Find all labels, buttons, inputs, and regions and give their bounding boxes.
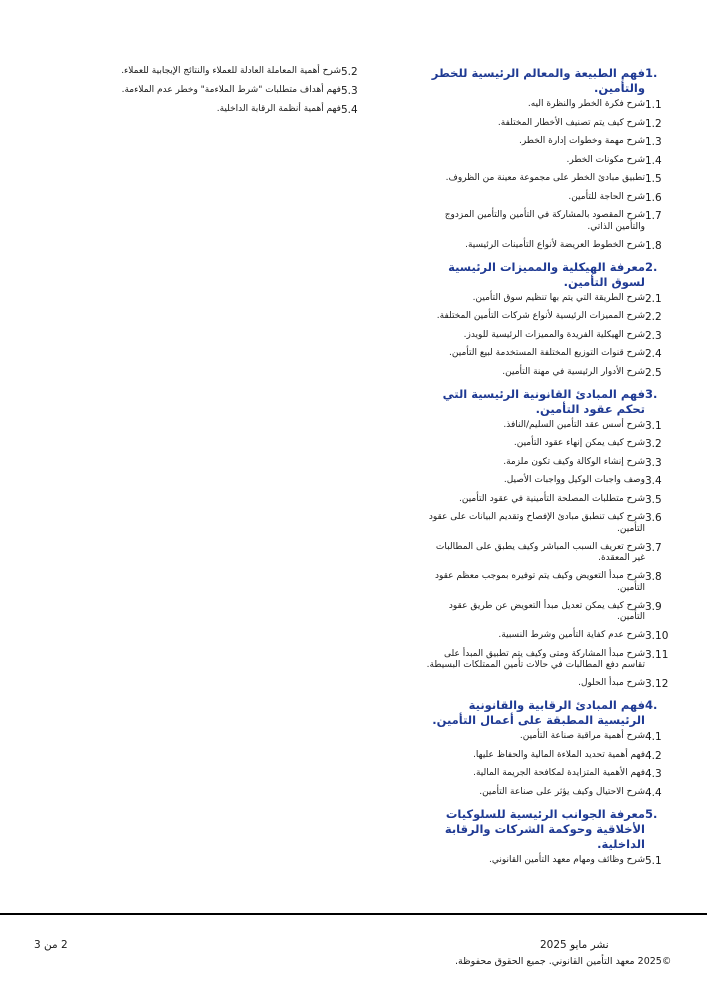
footer-divider [0, 913, 707, 915]
item-text: تطبيق مبادئ الخطر على مجموعة معينة من الظروف. [445, 173, 645, 183]
item-text: شرح الخطوط العريضة لأنواع التأمينات الرئيسية. [465, 239, 645, 250]
item-text: شرح أسس عقد التأمين السليم/النافذ. [503, 419, 645, 430]
item-number: 1.4 [645, 154, 662, 167]
item-text: شرح المقصود بالمشاركة في التأمين والتأمين المزدوج والتأمين الذاتي. [444, 210, 645, 232]
list-item [425, 475, 670, 487]
list-item [425, 155, 670, 167]
list-item [425, 367, 670, 379]
item-number: 3.12 [645, 678, 669, 690]
list-item [425, 420, 670, 432]
list-item [425, 311, 670, 323]
item-number: 1.2 [645, 117, 662, 130]
item-number: 5.1 [645, 854, 662, 867]
section-number: 4. [645, 698, 658, 712]
syllabus-column-left [100, 66, 372, 123]
list-item [425, 438, 670, 450]
section-heading [425, 387, 670, 417]
list-item [425, 293, 670, 305]
section-title: معرفة الجوانب الرئيسية للسلوكيات الأخلاقية وحوكمة الشركات والرقابة الداخلية. [444, 806, 645, 851]
list-item [425, 571, 670, 594]
section-2 [425, 260, 670, 379]
item-text: فهم الأهمية المتزايدة لمكافحة الجريمة المالية. [473, 768, 645, 778]
item-number: 4.1 [645, 731, 662, 743]
item-number: 3.9 [645, 600, 662, 613]
list-item [425, 731, 670, 743]
item-text: شرح وظائف ومهام معهد التأمين القانوني. [488, 854, 645, 865]
section-3 [425, 387, 670, 691]
item-number: 3.8 [645, 571, 662, 583]
list-item [425, 750, 670, 762]
item-text: شرح فكرة الخطر والنظرة اليه. [527, 99, 645, 109]
list-item [425, 348, 670, 360]
item-number: 5.2 [341, 66, 358, 78]
list-item [425, 173, 670, 185]
item-text: شرح عدم كفاية التأمين وشرط النسبية. [498, 630, 645, 640]
section-number: 1. [645, 66, 658, 80]
item-number: 2.2 [645, 311, 662, 323]
list-item [425, 855, 670, 867]
section-number: 3. [645, 386, 658, 401]
list-item [425, 768, 670, 780]
item-text: شرح الاحتيال وكيف يؤثر على صناعة التأمين. [479, 786, 645, 797]
list-item [425, 512, 670, 535]
section-heading [425, 66, 670, 96]
item-text: وصف واجبات الوكيل وواجبات الأصيل. [503, 475, 645, 485]
item-number: 3.3 [645, 456, 662, 469]
item-number: 3.6 [645, 512, 662, 524]
item-text: شرح متطلبات المصلحة التأمينية في عقود التأمين. [458, 493, 645, 504]
item-number: 1.7 [645, 210, 662, 222]
list-item [425, 457, 670, 469]
item-number: 2.3 [645, 329, 662, 342]
section-heading [425, 260, 670, 290]
item-number: 1.6 [645, 191, 662, 204]
item-number: 3.5 [645, 493, 662, 506]
item-number: 3.1 [645, 419, 662, 432]
item-text: شرح كيف يمكن تعديل مبدأ التعويض عن طريق عقود التأمين. [448, 600, 645, 622]
publication-date: نشر مايو 2025 [540, 939, 609, 951]
item-text: شرح كيف يمكن إنهاء عقود التأمين. [513, 438, 645, 448]
list-item [425, 787, 670, 799]
list-item [425, 240, 670, 252]
list-item [425, 601, 670, 624]
item-number: 3.10 [645, 630, 669, 642]
item-number: 5.4 [341, 104, 358, 116]
item-text: شرح الهيكلية الفريدة والمميزات الرئيسية للويدز. [463, 329, 645, 340]
list-item [425, 542, 670, 565]
item-text: شرح كيف يتم تصنيف الأخطار المختلفة. [497, 117, 645, 128]
item-text: شرح إنشاء الوكالة وكيف تكون ملزمة. [503, 456, 645, 467]
item-number: 5.3 [341, 85, 358, 97]
list-item [100, 66, 372, 78]
syllabus-column-right [425, 66, 670, 875]
item-text: شرح مبدأ المشاركة ومتى وكيف يتم تطبيق المبدأ على تقاسم دفع المطالبات في حالات تأمين الممتلكات البسيطة. [426, 648, 645, 670]
item-number: 2.1 [645, 292, 662, 305]
list-item [100, 85, 372, 97]
section-heading [425, 807, 670, 852]
item-number: 3.4 [645, 475, 662, 487]
item-text: شرح المميزات الرئيسية لأنواع شركات التأمين المختلفة. [436, 311, 645, 321]
item-number: 3.7 [645, 541, 662, 554]
section-title: فهم المبادئ الرقابية والقانونية الرئيسية المطبقة على أعمال التأمين. [432, 698, 645, 727]
item-number: 1.8 [645, 239, 662, 252]
item-number: 3.2 [645, 438, 662, 450]
item-text: شرح مهمة وخطوات إدارة الخطر. [518, 136, 645, 146]
item-text: فهم أهمية أنظمة الرقابة الداخلية. [216, 104, 341, 114]
item-number: 1.1 [645, 99, 662, 111]
item-text: فهم أهداف متطلبات "شرط الملاءمة" وخطر عدم الملاءمة. [121, 85, 341, 95]
list-item [425, 630, 670, 642]
section-number: 2. [645, 259, 658, 274]
list-item [425, 192, 670, 204]
item-text: شرح مكونات الخطر. [566, 154, 645, 165]
section-number: 5. [645, 806, 658, 821]
item-text: شرح تعريف السبب المباشر وكيف يطبق على المطالبات غير المعقدة. [435, 541, 645, 563]
item-text: شرح الأدوار الرئيسية في مهنة التأمين. [502, 366, 645, 377]
page-number: 2 من 3 [34, 939, 68, 951]
item-text: شرح أهمية مراقبة صناعة التأمين. [519, 731, 645, 741]
section-5 [425, 807, 670, 867]
list-item [425, 678, 670, 690]
list-item [425, 99, 670, 111]
item-number: 4.3 [645, 768, 662, 780]
item-text: شرح أهمية المعاملة العادلة للعملاء والنتائج الإيجابية للعملاء. [121, 66, 341, 76]
item-number: 1.3 [645, 136, 662, 148]
item-text: شرح مبدأ الحلول. [578, 678, 645, 688]
section-title: فهم الطبيعة والمعالم الرئيسية للخطر والتأمين. [431, 66, 645, 95]
item-number: 3.11 [645, 648, 669, 661]
list-item [425, 494, 670, 506]
section-1 [425, 66, 670, 252]
item-text: شرح كيف تنطبق مبادئ الإفصاح وتقديم البيانات على عقود التأمين. [428, 512, 645, 534]
item-text: شرح الطريقة التي يتم بها تنظيم سوق التأمين. [472, 292, 645, 303]
item-text: شرح مبدأ التعويض وكيف يتم توفيره بموجب معظم عقود التأمين. [434, 571, 645, 593]
item-text: فهم أهمية تحديد الملاءة المالية والحفاظ عليها. [473, 749, 645, 760]
item-number: 2.5 [645, 366, 662, 379]
item-text: شرح الحاجة للتأمين. [568, 191, 645, 202]
section-title: معرفة الهيكلية والمميزات الرئيسية لسوق التأمين. [448, 259, 645, 289]
list-item [100, 104, 372, 116]
item-number: 1.5 [645, 173, 662, 185]
list-item [425, 118, 670, 130]
copyright-notice: ©2025 معهد التأمين القانوني. جميع الحقوق محفوظة. [455, 956, 672, 967]
list-item [425, 210, 670, 233]
item-number: 4.4 [645, 786, 662, 799]
item-number: 2.4 [645, 348, 662, 360]
item-text: شرح قنوات التوزيع المختلفة المستخدمة لبيع التأمين. [449, 348, 645, 358]
section-4 [425, 698, 670, 799]
list-item [425, 136, 670, 148]
item-number: 4.2 [645, 749, 662, 762]
list-item [425, 330, 670, 342]
list-item [425, 649, 670, 672]
section-title: فهم المبادئ القانونية الرئيسية التي تحكم عقود التأمين. [442, 386, 645, 416]
section-heading [425, 698, 670, 728]
